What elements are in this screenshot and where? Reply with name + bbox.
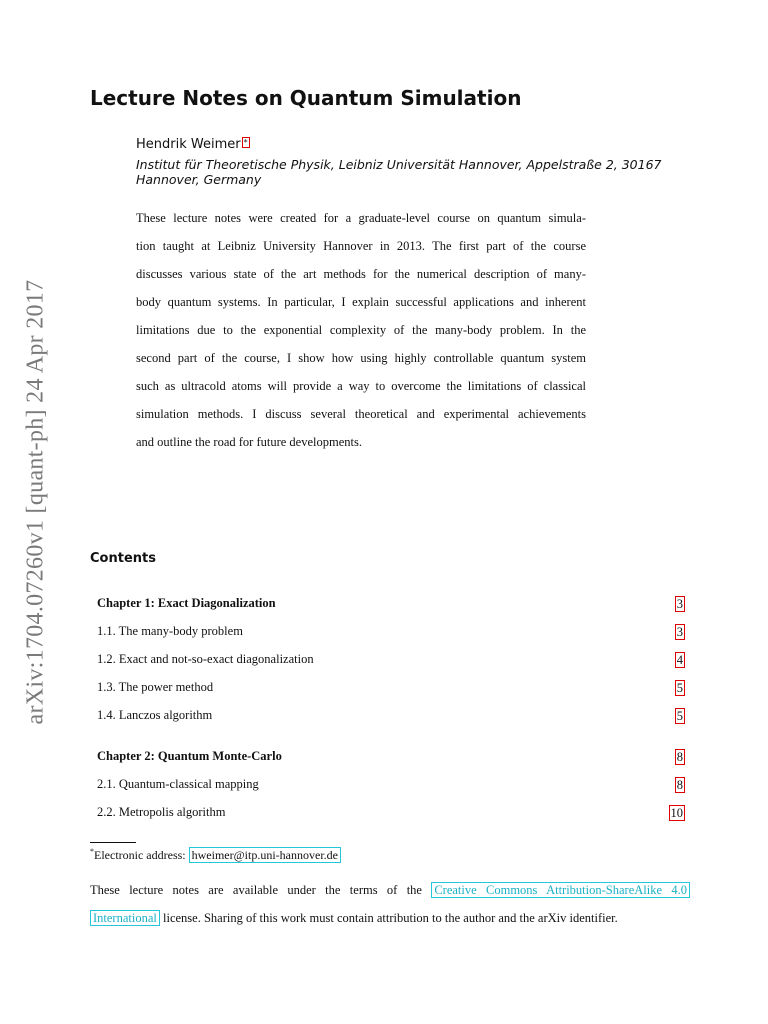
toc-entry-label: Chapter 2: Quantum Monte-Carlo (97, 749, 282, 763)
toc-chapter-1[interactable] (97, 596, 685, 614)
contents-heading: Contents (90, 551, 156, 566)
license-link-part1[interactable]: Creative Commons Attribution-ShareAlike 4.0 (431, 882, 690, 898)
toc-chapter-2[interactable] (97, 749, 685, 767)
abstract-line: such as ultracold atoms will provide a way to overcome the limitations of classical (136, 379, 586, 393)
paper-title: Lecture Notes on Quantum Simulation (90, 86, 522, 110)
toc-entry-label: 2.1. Quantum-classical mapping (97, 777, 259, 791)
toc-page-link[interactable]: 8 (676, 778, 683, 792)
abstract-line: discusses various state of the art methods for the numerical description of many- (136, 267, 586, 281)
toc-entry-label: Chapter 1: Exact Diagonalization (97, 596, 276, 610)
abstract-line: simulation methods. I discuss several theoretical and experimental achievements (136, 407, 586, 421)
toc-page-link[interactable]: 8 (676, 750, 683, 764)
footnote-mark: * (90, 847, 94, 856)
affiliation: Institut für Theoretische Physik, Leibniz Universität Hannover, Appelstraße 2, 30167 Hannover, Germany (136, 157, 662, 187)
toc-page-link[interactable]: 3 (676, 597, 683, 611)
footnote (90, 847, 341, 863)
arxiv-identifier: arXiv:1704.07260v1 [quant-ph] 24 Apr 2017 (22, 279, 49, 725)
license-prefix: These lecture notes are available under the terms of the (90, 883, 432, 897)
license-line-2 (90, 911, 690, 926)
email-link[interactable]: hweimer@itp.uni-hannover.de (189, 847, 341, 863)
footnote-divider (90, 842, 136, 843)
author-name: Hendrik Weimer (136, 137, 241, 152)
toc-entry-label: 1.3. The power method (97, 680, 214, 694)
license-suffix: license. Sharing of this work must contain attribution to the author and the arXiv identifier. (159, 911, 618, 925)
abstract-line: These lecture notes were created for a graduate-level course on quantum simula- (136, 211, 586, 225)
toc-page-link[interactable]: 5 (676, 681, 683, 695)
toc-page-link[interactable]: 10 (670, 806, 683, 820)
abstract-line: tion taught at Leibniz University Hannover in 2013. The first part of the course (136, 239, 586, 253)
toc-section-1-3[interactable] (97, 680, 685, 698)
license-line-1 (90, 883, 690, 898)
author-footnote-link[interactable]: * (243, 138, 248, 147)
toc-entry-label: 1.4. Lanczos algorithm (97, 708, 213, 722)
abstract-line: and outline the road for future developments. (136, 435, 362, 449)
toc-section-2-2[interactable] (97, 805, 685, 823)
toc-section-1-4[interactable] (97, 708, 685, 726)
abstract-line: body quantum systems. In particular, I explain successful applications and inherent (136, 295, 586, 309)
toc-entry-label: 1.1. The many-body problem (97, 624, 243, 638)
toc-entry-label: 2.2. Metropolis algorithm (97, 805, 226, 819)
abstract-line: second part of the course, I show how using highly controllable quantum system (136, 351, 586, 365)
author (136, 137, 250, 152)
toc-page-link[interactable]: 4 (676, 653, 683, 667)
toc-section-1-2[interactable] (97, 652, 685, 670)
toc-section-1-1[interactable] (97, 624, 685, 642)
toc-section-2-1[interactable] (97, 777, 685, 795)
license-link-part2[interactable]: International (90, 910, 160, 926)
toc-entry-label: 1.2. Exact and not-so-exact diagonalization (97, 652, 314, 666)
toc-page-link[interactable]: 3 (676, 625, 683, 639)
abstract-line: limitations due to the exponential complexity of the many-body problem. In the (136, 323, 586, 337)
footnote-text: Electronic address: (94, 848, 189, 862)
toc-page-link[interactable]: 5 (676, 709, 683, 723)
